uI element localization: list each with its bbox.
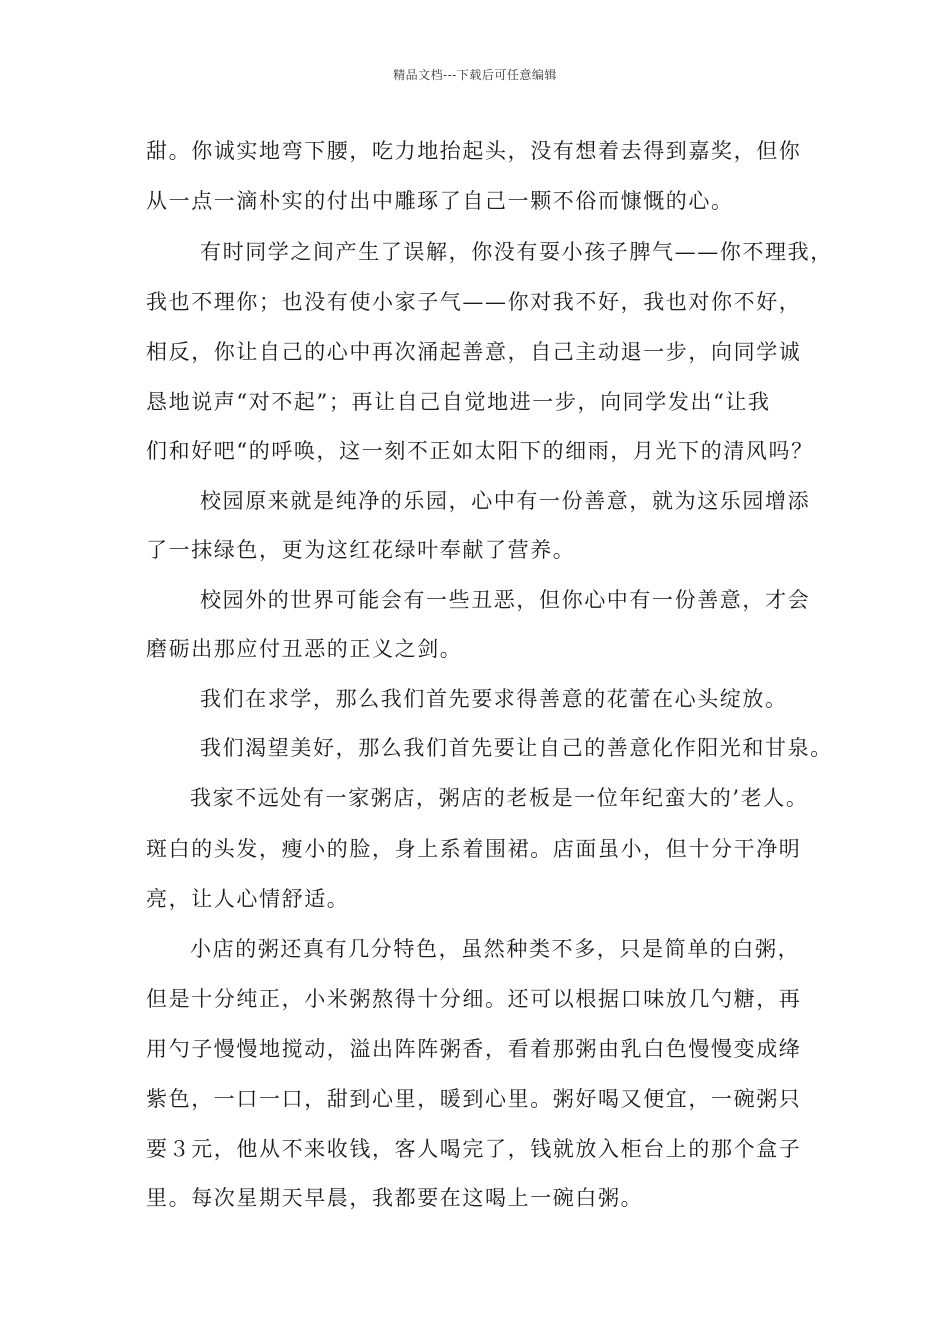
text-line: 我们渴望美好，那么我们首先要让自己的善意化作阳光和甘泉。 <box>200 736 833 760</box>
text-line: 我们在求学，那么我们首先要求得善意的花蕾在心头绽放。 <box>200 687 788 711</box>
text-line: 们和好吧“的呼唤，这一刻不正如太阳下的细雨，月光下的清风吗？ <box>146 439 814 463</box>
text-line: 亮，让人心情舒适。 <box>146 887 350 911</box>
text-line: 从一点一滴朴实的付出中雕琢了自己一颗不俗而慷慨的心。 <box>146 189 734 213</box>
text-line: 恳地说声“对不起”；再让自己自觉地进一步，向同学发出“让我 <box>146 390 771 414</box>
text-line: 我也不理你；也没有使小家子气——你对我不好，我也对你不好， <box>146 290 802 314</box>
text-line: 了一抹绿色，更为这红花绿叶奉献了营养。 <box>146 538 576 562</box>
text-line: 紫色，一口一口，甜到心里，暖到心里。粥好喝又便宜，一碗粥只 <box>146 1087 802 1111</box>
text-line: 小店的粥还真有几分特色，虽然种类不多，只是简单的白粥， <box>190 937 801 961</box>
text-line: 有时同学之间产生了误解，你没有耍小孩子脾气——你不理我， <box>200 240 833 264</box>
text-line: 相反，你让自己的心中再次涌起善意，自己主动退一步，向同学诚 <box>146 340 802 364</box>
text-line: 但是十分纯正，小米粥熬得十分细。还可以根据口味放几勺糖，再 <box>146 987 802 1011</box>
text-line: 磨砺出那应付丑恶的正义之剑。 <box>146 637 463 661</box>
text-line: 甜。你诚实地弯下腰，吃力地抬起头，没有想着去得到嘉奖，但你 <box>146 139 802 163</box>
text-line: 要３元，他从不来收钱，客人喝完了，钱就放入柜台上的那个盒子 <box>146 1137 802 1161</box>
text-line: 里。每次星期天早晨，我都要在这喝上一碗白粥。 <box>146 1186 644 1210</box>
text-line: 我家不远处有一家粥店，粥店的老板是一位年纪蛮大的’老人。 <box>190 786 809 810</box>
text-line: 用勺子慢慢地搅动，溢出阵阵粥香，看着那粥由乳白色慢慢变成绛 <box>146 1037 802 1061</box>
page-header: 精品文档---下载后可任意编辑 <box>393 68 557 82</box>
text-line: 斑白的头发，瘦小的脸，身上系着围裙。店面虽小，但十分干净明 <box>146 837 802 861</box>
text-line: 校园外的世界可能会有一些丑恶，但你心中有一份善意，才会 <box>200 588 811 612</box>
text-line: 校园原来就是纯净的乐园，心中有一份善意，就为这乐园增添 <box>200 489 811 513</box>
